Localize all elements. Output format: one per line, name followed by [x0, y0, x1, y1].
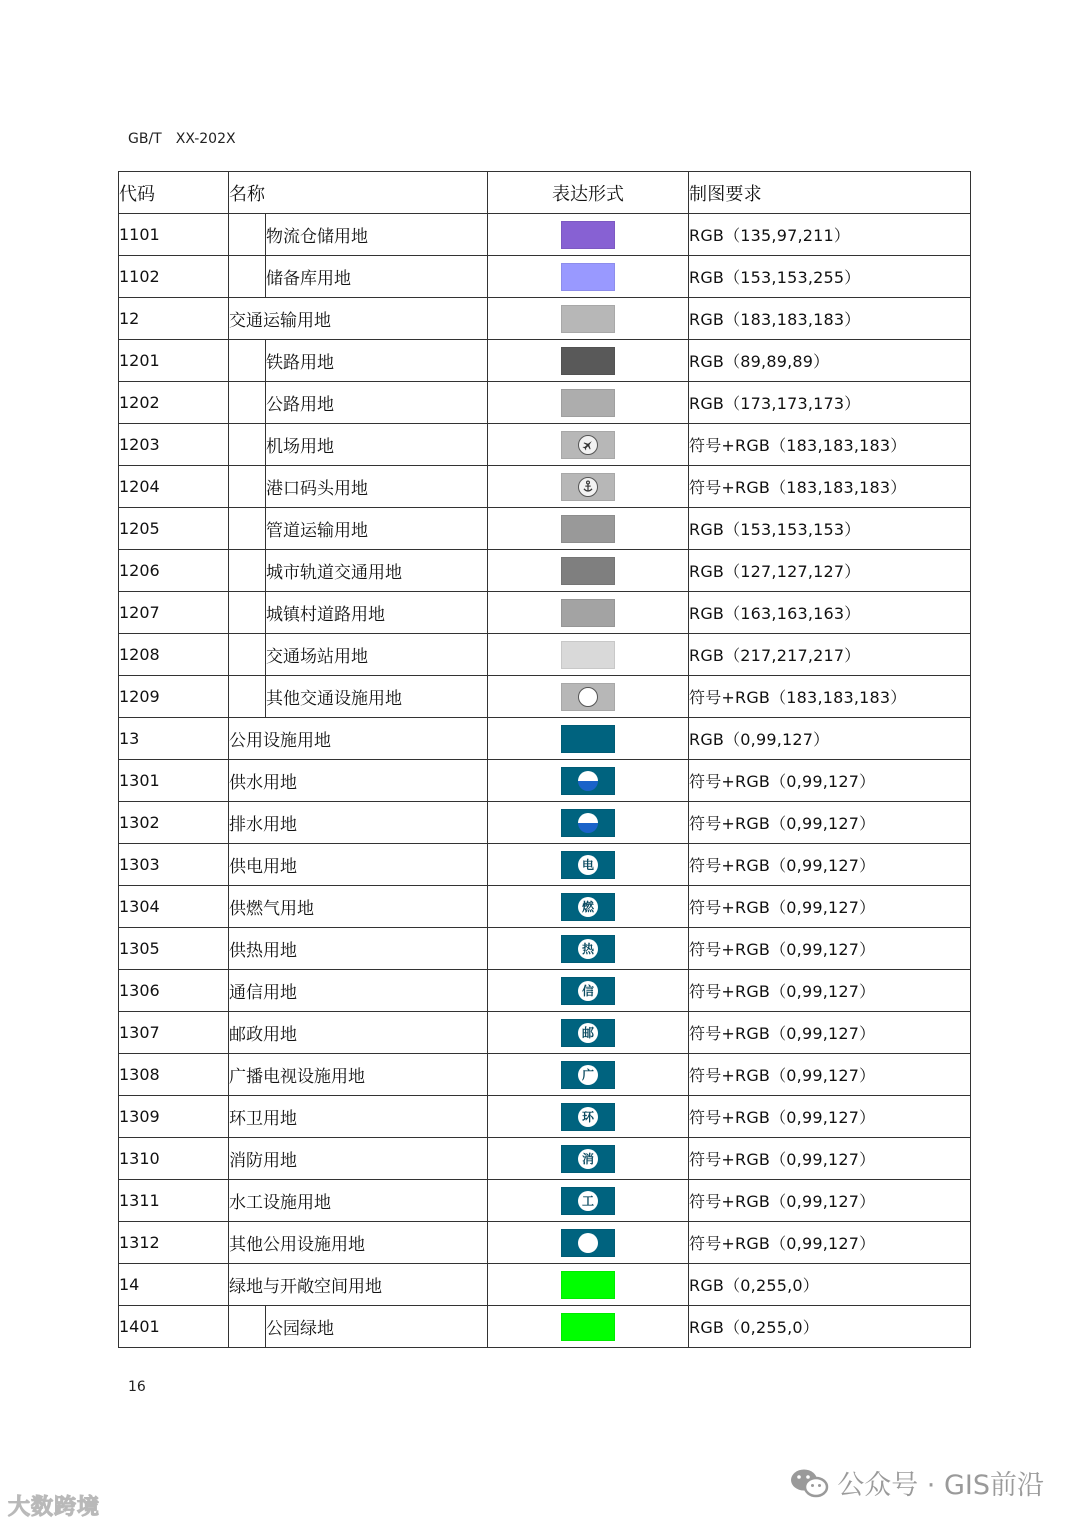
- symbol-cell: [488, 886, 689, 928]
- facility-symbol-icon: 广: [578, 1065, 598, 1085]
- color-swatch: [561, 389, 615, 417]
- land-name: 水工设施用地: [229, 1180, 488, 1222]
- land-code: 1208: [119, 634, 229, 676]
- indent-cell: [229, 424, 266, 466]
- cartographic-requirement: RGB（0,255,0）: [689, 1306, 971, 1348]
- land-code: 1201: [119, 340, 229, 382]
- table-row: [119, 928, 971, 970]
- symbol-cell: [488, 844, 689, 886]
- symbol-cell: [488, 382, 689, 424]
- facility-symbol-icon: 工: [578, 1191, 598, 1211]
- symbol-cell: [488, 634, 689, 676]
- table-row: [119, 634, 971, 676]
- color-swatch: [561, 263, 615, 291]
- watermark-right: [789, 1463, 1044, 1502]
- symbol-cell: [488, 1264, 689, 1306]
- table-row: [119, 508, 971, 550]
- symbol-cell: [488, 1180, 689, 1222]
- symbol-cell: [488, 1012, 689, 1054]
- land-name: 公用设施用地: [229, 718, 488, 760]
- cartographic-requirement: RGB（163,163,163）: [689, 592, 971, 634]
- cartographic-requirement: 符号+RGB（183,183,183）: [689, 466, 971, 508]
- cartographic-requirement: 符号+RGB（0,99,127）: [689, 970, 971, 1012]
- table-row: [119, 214, 971, 256]
- color-swatch: [561, 1061, 615, 1089]
- symbol-cell: [488, 970, 689, 1012]
- land-code: 1401: [119, 1306, 229, 1348]
- color-swatch: [561, 1019, 615, 1047]
- table-header-row: [119, 172, 971, 214]
- land-code: 1308: [119, 1054, 229, 1096]
- land-code: 1312: [119, 1222, 229, 1264]
- cartographic-requirement: 符号+RGB（0,99,127）: [689, 1054, 971, 1096]
- land-name: 管道运输用地: [266, 508, 488, 550]
- cartographic-requirement: 符号+RGB（0,99,127）: [689, 1180, 971, 1222]
- color-swatch: [561, 221, 615, 249]
- col-header-code: 代码: [119, 172, 229, 214]
- cartographic-requirement: RGB（89,89,89）: [689, 340, 971, 382]
- document-header: [128, 131, 236, 147]
- table-row: [119, 340, 971, 382]
- color-swatch: [561, 1145, 615, 1173]
- standard-code: GB/T: [128, 131, 162, 147]
- land-name: 其他交通设施用地: [266, 676, 488, 718]
- color-swatch: [561, 977, 615, 1005]
- land-code: 1304: [119, 886, 229, 928]
- symbol-cell: [488, 1054, 689, 1096]
- symbol-cell: [488, 214, 689, 256]
- color-swatch: [561, 1313, 615, 1341]
- col-header-name: 名称: [229, 172, 488, 214]
- land-code: 1204: [119, 466, 229, 508]
- land-code: 1207: [119, 592, 229, 634]
- land-code: 1306: [119, 970, 229, 1012]
- table-row: [119, 550, 971, 592]
- indent-cell: [229, 340, 266, 382]
- land-code: 1302: [119, 802, 229, 844]
- land-code: 1206: [119, 550, 229, 592]
- facility-symbol-icon: 热: [578, 939, 598, 959]
- symbol-cell: [488, 550, 689, 592]
- land-code: 14: [119, 1264, 229, 1306]
- table-row: [119, 1012, 971, 1054]
- symbol-cell: [488, 1306, 689, 1348]
- symbol-cell: [488, 592, 689, 634]
- land-name: 供热用地: [229, 928, 488, 970]
- symbol-cell: [488, 508, 689, 550]
- indent-cell: [229, 1306, 266, 1348]
- watermark-right-text: 公众号 · GIS前沿: [837, 1470, 1044, 1501]
- land-code: 1301: [119, 760, 229, 802]
- indent-cell: [229, 508, 266, 550]
- facility-symbol-icon: 信: [578, 981, 598, 1001]
- land-name: 交通场站用地: [266, 634, 488, 676]
- land-code: 1305: [119, 928, 229, 970]
- land-code: 1309: [119, 1096, 229, 1138]
- symbol-cell: [488, 256, 689, 298]
- table-row: [119, 886, 971, 928]
- color-swatch: [561, 851, 615, 879]
- table-row: [119, 1054, 971, 1096]
- symbol-cell: [488, 340, 689, 382]
- land-name: 城市轨道交通用地: [266, 550, 488, 592]
- color-swatch: [561, 599, 615, 627]
- table-row: [119, 592, 971, 634]
- land-code: 12: [119, 298, 229, 340]
- land-name: 通信用地: [229, 970, 488, 1012]
- color-swatch: [561, 347, 615, 375]
- drainage-icon: [578, 813, 598, 833]
- color-swatch: [561, 935, 615, 963]
- table-row: [119, 1138, 971, 1180]
- table-row: [119, 1096, 971, 1138]
- color-swatch: [561, 1103, 615, 1131]
- col-header-requirement: 制图要求: [689, 172, 971, 214]
- symbol-cell: [488, 760, 689, 802]
- land-name: 环卫用地: [229, 1096, 488, 1138]
- land-code: 1310: [119, 1138, 229, 1180]
- table-row: [119, 802, 971, 844]
- color-swatch: [561, 557, 615, 585]
- col-header-symbol: 表达形式: [488, 172, 689, 214]
- table-row: [119, 298, 971, 340]
- table-row: [119, 424, 971, 466]
- table-row: [119, 1222, 971, 1264]
- facility-symbol-icon: 环: [578, 1107, 598, 1127]
- standard-number: XX-202X: [175, 131, 236, 147]
- land-name: 港口码头用地: [266, 466, 488, 508]
- indent-cell: [229, 256, 266, 298]
- color-swatch: [561, 1187, 615, 1215]
- indent-cell: [229, 466, 266, 508]
- symbol-cell: [488, 1096, 689, 1138]
- land-name: 物流仓储用地: [266, 214, 488, 256]
- wechat-icon: [789, 1467, 829, 1499]
- land-name: 绿地与开敞空间用地: [229, 1264, 488, 1306]
- cartographic-requirement: RGB（153,153,255）: [689, 256, 971, 298]
- color-swatch: [561, 515, 615, 543]
- land-name: 公路用地: [266, 382, 488, 424]
- indent-cell: [229, 676, 266, 718]
- table-row: [119, 1264, 971, 1306]
- land-name: 供电用地: [229, 844, 488, 886]
- cartographic-requirement: 符号+RGB（0,99,127）: [689, 844, 971, 886]
- facility-symbol-icon: 燃: [578, 897, 598, 917]
- color-swatch: [561, 893, 615, 921]
- land-code: 1303: [119, 844, 229, 886]
- table-row: [119, 382, 971, 424]
- cartographic-requirement: RGB（153,153,153）: [689, 508, 971, 550]
- table-row: [119, 256, 971, 298]
- land-name: 其他公用设施用地: [229, 1222, 488, 1264]
- land-code: 1311: [119, 1180, 229, 1222]
- facility-symbol-icon: 邮: [578, 1023, 598, 1043]
- page-number: 16: [128, 1379, 146, 1395]
- land-code: 13: [119, 718, 229, 760]
- cartographic-requirement: 符号+RGB（0,99,127）: [689, 760, 971, 802]
- color-swatch: [561, 1229, 615, 1257]
- color-swatch: [561, 683, 615, 711]
- symbol-cell: [488, 928, 689, 970]
- facility-symbol-icon: 电: [578, 855, 598, 875]
- cartographic-requirement: RGB（127,127,127）: [689, 550, 971, 592]
- cartographic-requirement: 符号+RGB（0,99,127）: [689, 1096, 971, 1138]
- indent-cell: [229, 214, 266, 256]
- cartographic-requirement: RGB（0,99,127）: [689, 718, 971, 760]
- land-code: 1203: [119, 424, 229, 466]
- indent-cell: [229, 382, 266, 424]
- cartographic-requirement: 符号+RGB（0,99,127）: [689, 802, 971, 844]
- color-swatch: [561, 641, 615, 669]
- land-name: 城镇村道路用地: [266, 592, 488, 634]
- cartographic-requirement: 符号+RGB（0,99,127）: [689, 928, 971, 970]
- color-swatch: [561, 305, 615, 333]
- symbol-cell: [488, 466, 689, 508]
- table-row: [119, 718, 971, 760]
- land-code: 1102: [119, 256, 229, 298]
- symbol-cell: [488, 718, 689, 760]
- land-use-legend-table: [118, 171, 971, 1348]
- land-name: 储备库用地: [266, 256, 488, 298]
- cartographic-requirement: RGB（217,217,217）: [689, 634, 971, 676]
- table-row: [119, 760, 971, 802]
- cartographic-requirement: 符号+RGB（183,183,183）: [689, 424, 971, 466]
- cartographic-requirement: RGB（135,97,211）: [689, 214, 971, 256]
- land-code: 1101: [119, 214, 229, 256]
- table-row: [119, 676, 971, 718]
- color-swatch: [561, 767, 615, 795]
- white-circle-icon: [578, 1233, 598, 1253]
- land-code: 1307: [119, 1012, 229, 1054]
- symbol-cell: [488, 1222, 689, 1264]
- symbol-cell: [488, 802, 689, 844]
- anchor-icon: [578, 477, 598, 497]
- symbol-cell: [488, 298, 689, 340]
- table-row: [119, 1306, 971, 1348]
- cartographic-requirement: RGB（173,173,173）: [689, 382, 971, 424]
- water-supply-icon: [578, 771, 598, 791]
- airplane-icon: [578, 435, 598, 455]
- color-swatch: [561, 809, 615, 837]
- land-code: 1205: [119, 508, 229, 550]
- land-name: 交通运输用地: [229, 298, 488, 340]
- table-row: [119, 844, 971, 886]
- indent-cell: [229, 634, 266, 676]
- facility-symbol-icon: 消: [578, 1149, 598, 1169]
- indent-cell: [229, 592, 266, 634]
- land-name: 排水用地: [229, 802, 488, 844]
- color-swatch: [561, 1271, 615, 1299]
- land-name: 广播电视设施用地: [229, 1054, 488, 1096]
- cartographic-requirement: 符号+RGB（0,99,127）: [689, 1138, 971, 1180]
- land-name: 供燃气用地: [229, 886, 488, 928]
- watermark-left: 大数跨境: [8, 1495, 101, 1520]
- table-row: [119, 970, 971, 1012]
- symbol-cell: [488, 424, 689, 466]
- empty-circle-icon: [578, 687, 598, 707]
- color-swatch: [561, 473, 615, 501]
- cartographic-requirement: 符号+RGB（0,99,127）: [689, 886, 971, 928]
- color-swatch: [561, 725, 615, 753]
- cartographic-requirement: RGB（0,255,0）: [689, 1264, 971, 1306]
- land-code: 1209: [119, 676, 229, 718]
- land-code: 1202: [119, 382, 229, 424]
- land-name: 铁路用地: [266, 340, 488, 382]
- cartographic-requirement: 符号+RGB（0,99,127）: [689, 1222, 971, 1264]
- table-row: [119, 466, 971, 508]
- land-name: 公园绿地: [266, 1306, 488, 1348]
- cartographic-requirement: 符号+RGB（0,99,127）: [689, 1012, 971, 1054]
- land-name: 邮政用地: [229, 1012, 488, 1054]
- symbol-cell: [488, 676, 689, 718]
- land-name: 供水用地: [229, 760, 488, 802]
- color-swatch: [561, 431, 615, 459]
- land-name: 机场用地: [266, 424, 488, 466]
- symbol-cell: [488, 1138, 689, 1180]
- cartographic-requirement: 符号+RGB（183,183,183）: [689, 676, 971, 718]
- indent-cell: [229, 550, 266, 592]
- table-row: [119, 1180, 971, 1222]
- land-name: 消防用地: [229, 1138, 488, 1180]
- cartographic-requirement: RGB（183,183,183）: [689, 298, 971, 340]
